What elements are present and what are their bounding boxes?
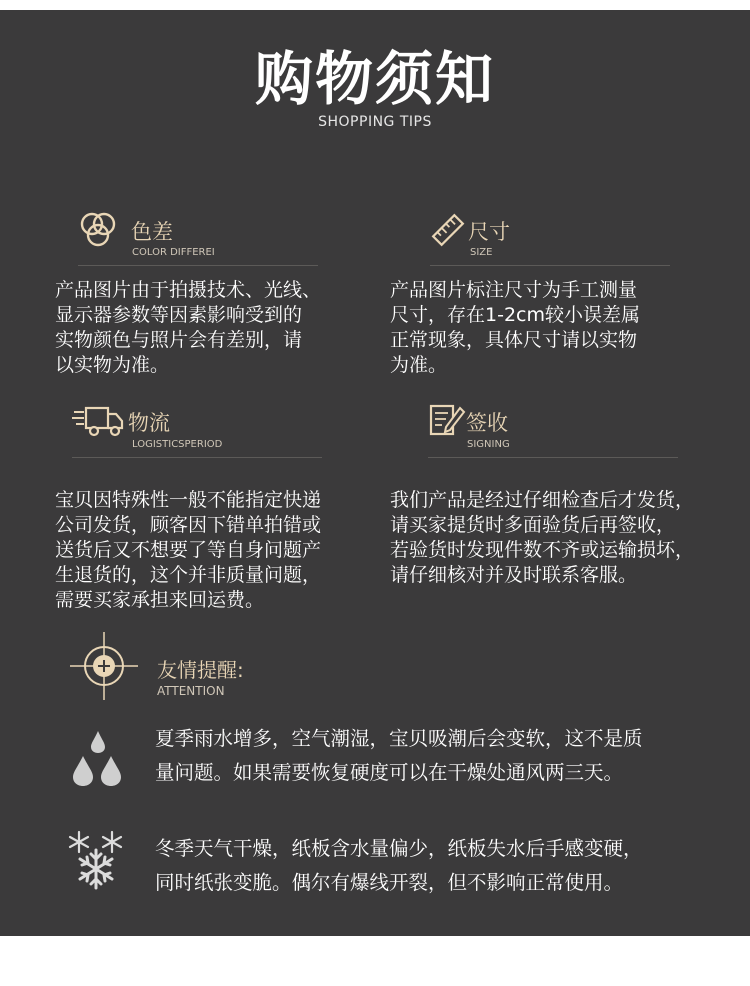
section-signing-divider — [428, 457, 678, 458]
delivery-truck-icon — [72, 400, 124, 444]
section-signing-text: 我们产品是经过仔细检查后才发货， 请买家提货时多面验货后再签收， 若验货时发现件数不齐或运输损坏， 请仔细核对并及时联系客服。 — [390, 489, 695, 586]
attention-title: 友情提醒: — [157, 658, 244, 682]
tip-summer: 夏季雨水增多，空气潮湿，宝贝吸潮后会变软，这不是质 量问题。如果需要恢复硬度可以在干燥处通风两三天。 — [155, 727, 643, 784]
water-drops-icon — [70, 728, 126, 794]
section-signing-title: 签收 — [466, 411, 508, 435]
shopping-tips-panel — [0, 10, 750, 936]
section-color-divider — [78, 265, 318, 266]
attention-subtitle: ATTENTION — [157, 684, 225, 698]
section-size-subtitle: SIZE — [470, 247, 493, 258]
section-color-title: 色差 — [131, 220, 173, 244]
section-logistics-text: 宝贝因特殊性一般不能指定快递 公司发货，顾客因下错单拍错或 送货后又不想要了等自身问题产 生退货的，这个并非质量问题， 需要买家承担来回运费。 — [55, 489, 322, 611]
tip-winter: 冬季天气干燥，纸板含水量偏少，纸板失水后手感变硬， 同时纸张变脆。偶尔有爆线开裂，但不影响正常使用。 — [155, 837, 643, 894]
section-logistics-header — [72, 400, 322, 450]
section-size-text: 产品图片标注尺寸为手工测量 尺寸，存在1-2cm较小误差属 正常现象，具体尺寸请以实物 为准。 — [390, 279, 640, 376]
section-color-subtitle: COLOR DIFFEREI — [132, 247, 215, 258]
section-logistics-divider — [72, 457, 322, 458]
section-signing-header — [428, 400, 678, 450]
crosshair-icon — [68, 630, 140, 706]
overlapping-circles-icon — [78, 210, 118, 254]
snowflakes-icon — [62, 828, 132, 894]
page-subtitle: SHOPPING TIPS — [318, 114, 432, 130]
sign-document-icon — [428, 400, 466, 444]
section-size-title: 尺寸 — [468, 220, 510, 244]
section-logistics-title: 物流 — [128, 411, 170, 435]
section-color-text: 产品图片由于拍摄技术、光线、 显示器参数等因素影响受到的 实物颜色与照片会有差别，请 以实物为准。 — [55, 279, 322, 376]
section-color-header — [78, 210, 318, 260]
section-logistics-subtitle: LOGISTICSPERIOD — [132, 439, 223, 450]
section-size-header — [430, 210, 670, 260]
section-signing-subtitle: SIGNING — [467, 439, 510, 450]
ruler-icon — [430, 210, 466, 254]
page-title: 购物须知 — [254, 45, 495, 113]
section-size-divider — [430, 265, 670, 266]
